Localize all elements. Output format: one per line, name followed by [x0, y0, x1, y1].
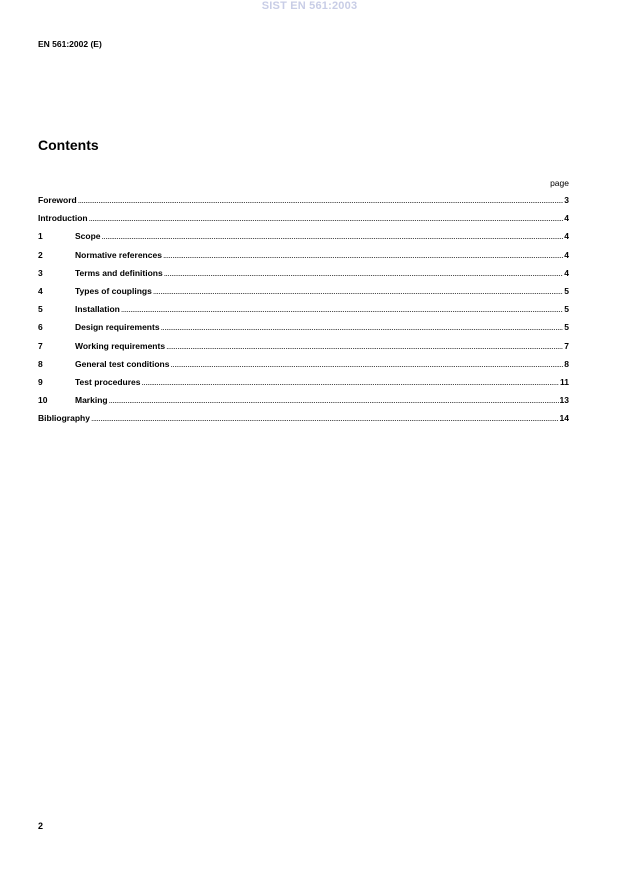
toc-label: Installation	[75, 304, 120, 315]
toc-section-number: 4	[38, 285, 43, 296]
toc-entry-introduction[interactable]	[38, 213, 569, 231]
toc-leader-dots	[102, 231, 564, 241]
toc-entry-design-requirements[interactable]	[38, 322, 569, 340]
toc-page-number: 14	[559, 413, 569, 424]
toc-label: Design requirements	[75, 322, 160, 333]
toc-entry-bibliography[interactable]	[38, 413, 569, 431]
toc-leader-dots	[142, 377, 559, 387]
toc-section-number: 1	[38, 231, 43, 242]
toc-label: Test procedures	[75, 376, 141, 387]
toc-leader-dots	[163, 250, 563, 260]
toc-entry-test-procedures[interactable]	[38, 377, 569, 395]
toc-label: Normative references	[75, 249, 162, 260]
toc-page-number: 11	[560, 376, 569, 387]
toc-page-number: 8	[564, 358, 569, 369]
toc-page-number: 5	[564, 304, 569, 315]
toc-leader-dots	[109, 395, 559, 405]
toc-entry-general-test-conditions[interactable]	[38, 359, 569, 377]
toc-section-number: 10	[38, 395, 48, 406]
toc-section-number: 6	[38, 322, 43, 333]
toc-label: Working requirements	[75, 340, 166, 351]
toc-label: Marking	[75, 395, 108, 406]
toc-page-number: 7	[564, 340, 569, 351]
toc-label: Scope	[75, 231, 101, 242]
toc-entry-foreword[interactable]	[38, 195, 569, 213]
document-id: EN 561:2002 (E)	[38, 39, 102, 49]
toc-label: Types of couplings	[75, 285, 152, 296]
page-number: 2	[38, 821, 44, 831]
contents-title: Contents	[38, 137, 99, 153]
toc-entry-normative-references[interactable]	[38, 250, 569, 268]
toc-label: General test conditions	[75, 358, 170, 369]
toc-entry-working-requirements[interactable]	[38, 341, 569, 359]
toc-page-number: 5	[564, 285, 569, 296]
toc-leader-dots	[89, 213, 564, 223]
toc-leader-dots	[164, 268, 564, 278]
toc-leader-dots	[91, 413, 559, 423]
toc-page-number: 3	[564, 195, 569, 205]
page-column-label: page	[550, 178, 569, 188]
toc-section-number: 2	[38, 249, 43, 260]
toc-label: Foreword	[38, 195, 77, 205]
toc-section-number: 8	[38, 358, 43, 369]
toc-entry-terms-and-definitions[interactable]	[38, 268, 569, 286]
toc-label: Introduction	[38, 213, 88, 224]
toc-section-number: 9	[38, 376, 43, 387]
toc-leader-dots	[161, 322, 564, 332]
watermark: SIST EN 561:2003	[261, 0, 358, 12]
table-of-contents	[38, 195, 569, 431]
toc-leader-dots	[153, 286, 563, 296]
toc-entry-installation[interactable]	[38, 304, 569, 322]
toc-label: Terms and definitions	[75, 267, 163, 278]
toc-entry-scope[interactable]	[38, 231, 569, 249]
toc-section-number: 3	[38, 267, 43, 278]
toc-leader-dots	[78, 195, 564, 205]
toc-leader-dots	[121, 304, 563, 314]
toc-page-number: 4	[564, 267, 569, 278]
toc-entry-marking[interactable]	[38, 395, 569, 413]
toc-page-number: 13	[559, 395, 569, 406]
toc-leader-dots	[166, 341, 563, 351]
toc-page-number: 4	[564, 249, 569, 260]
toc-entry-types-of-couplings[interactable]	[38, 286, 569, 304]
toc-page-number: 4	[564, 213, 569, 224]
toc-page-number: 5	[564, 322, 569, 333]
toc-section-number: 5	[38, 304, 43, 315]
toc-leader-dots	[170, 359, 563, 369]
toc-label: Bibliography	[38, 413, 90, 424]
toc-page-number: 4	[564, 231, 569, 242]
toc-section-number: 7	[38, 340, 43, 351]
